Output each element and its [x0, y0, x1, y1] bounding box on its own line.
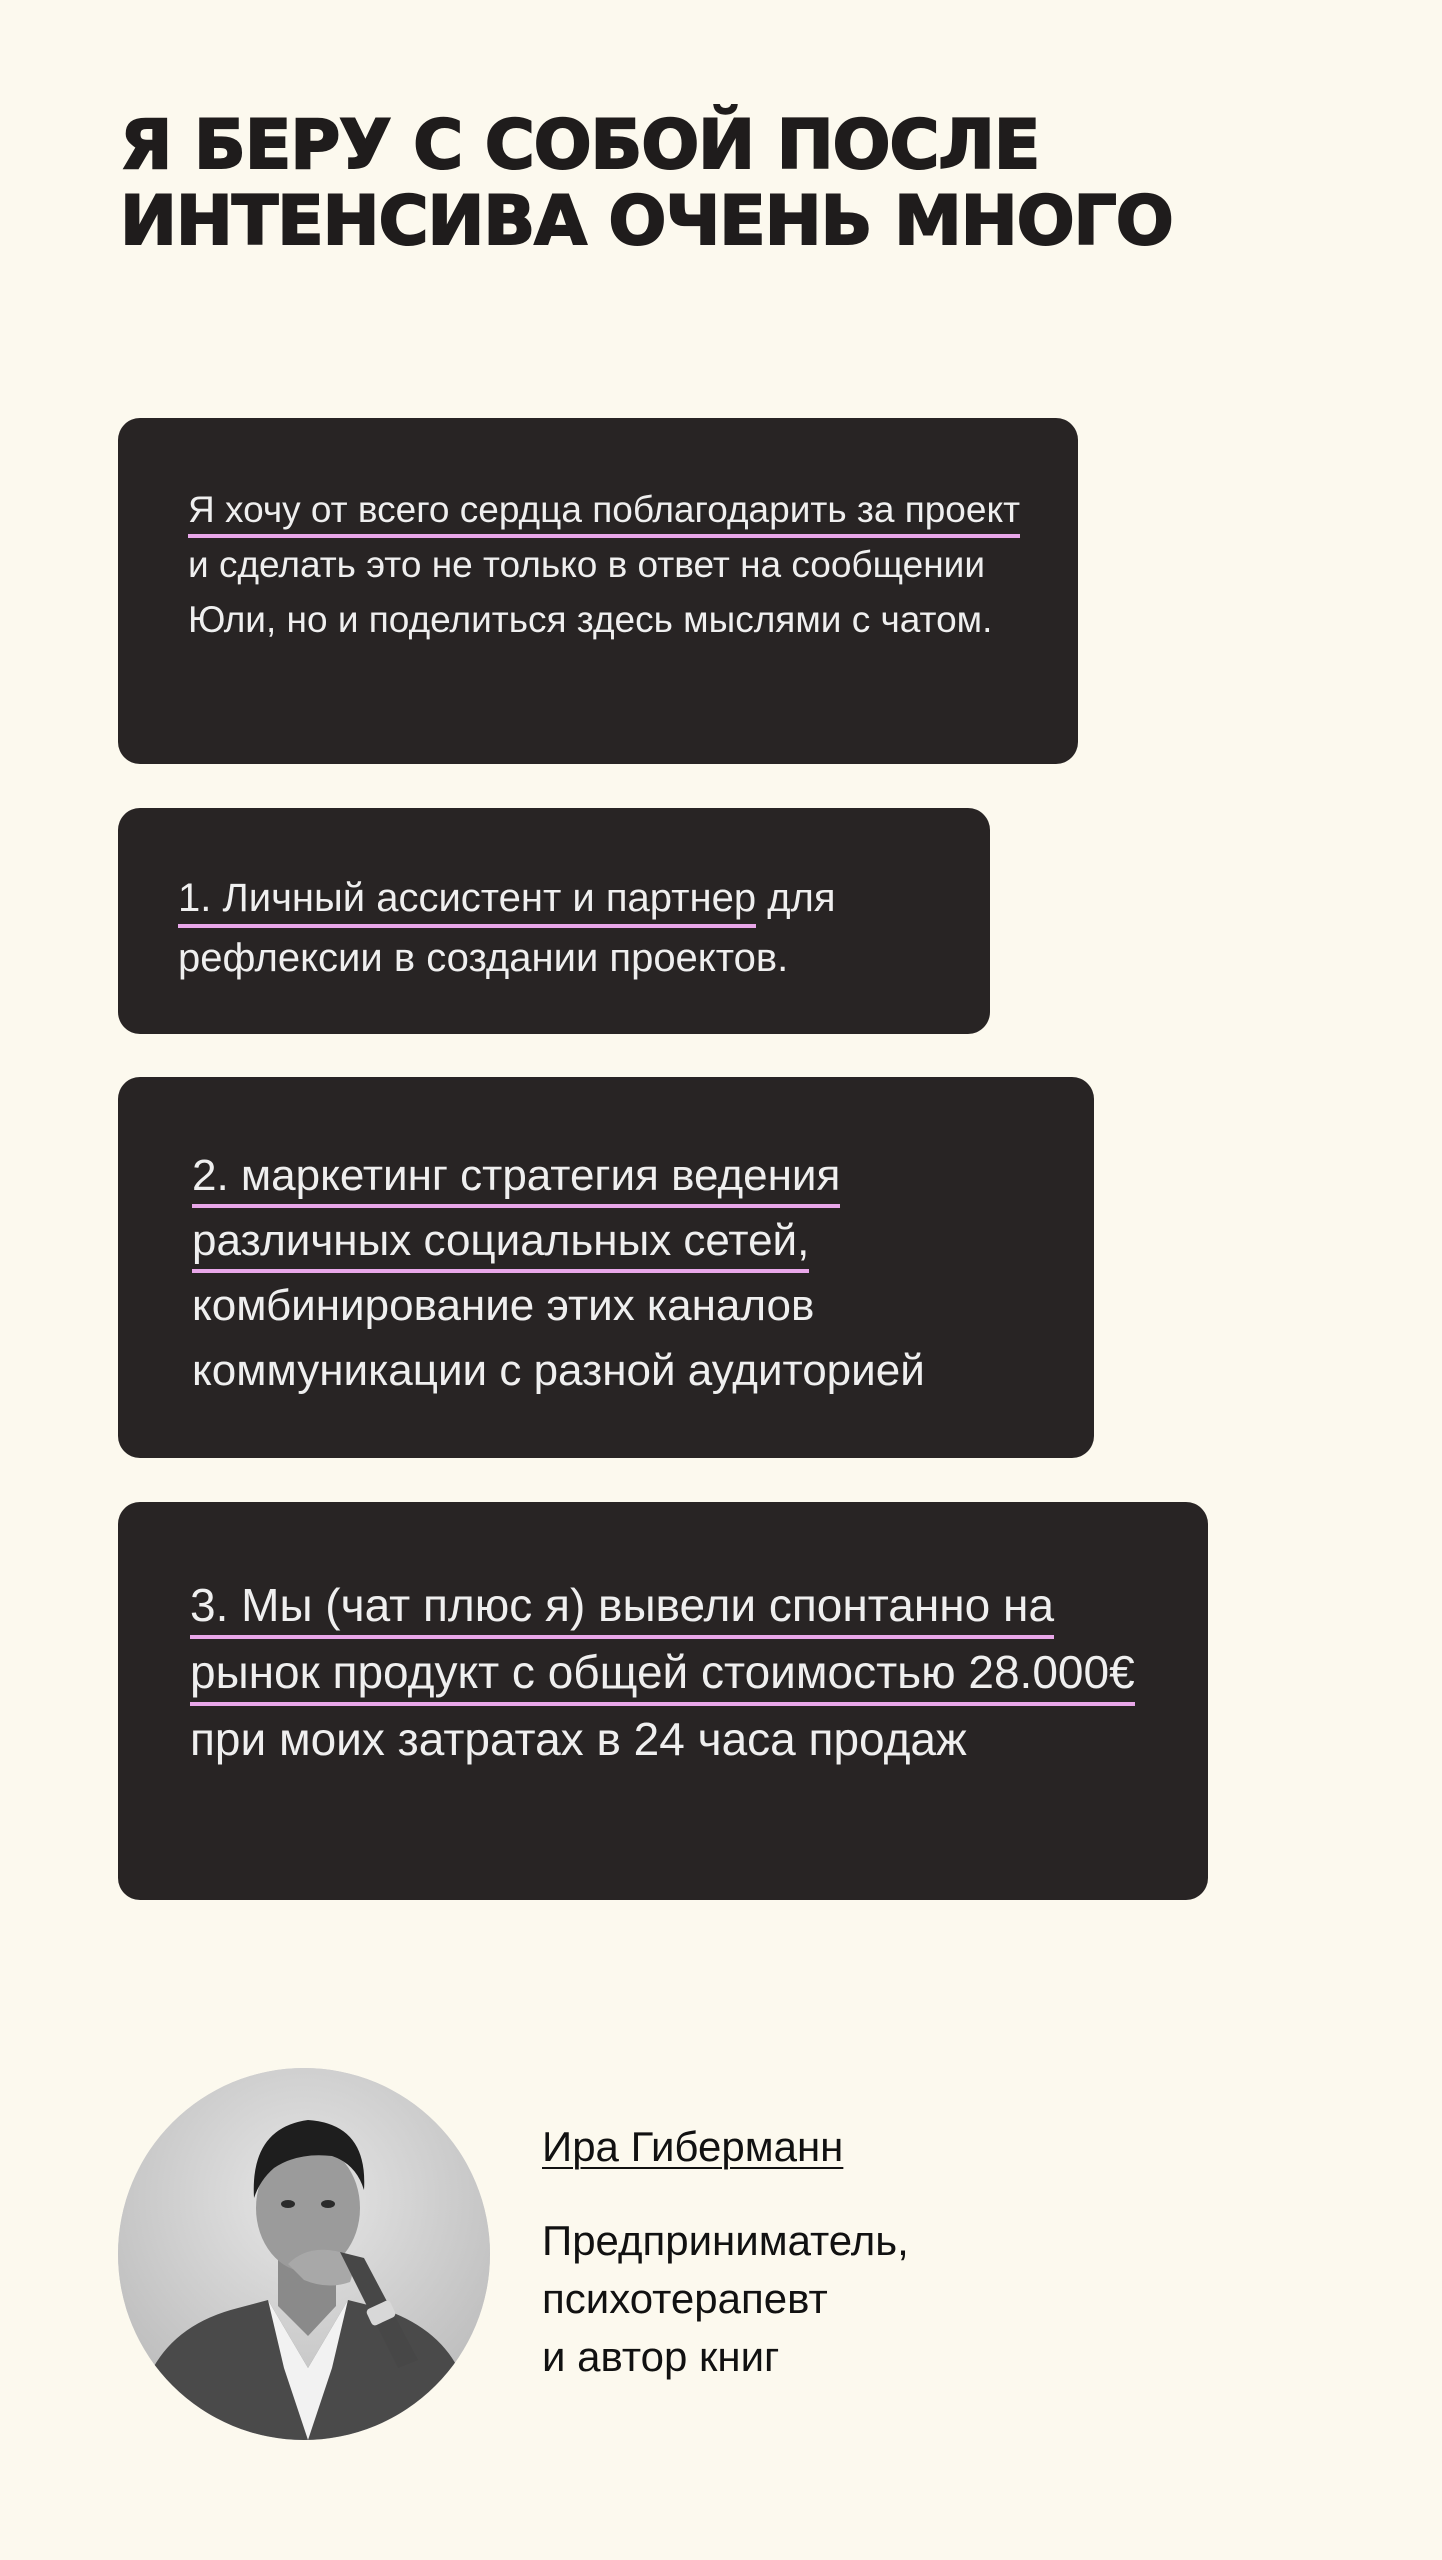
message-text: [192, 1143, 1052, 1403]
author-role: [542, 2212, 1142, 2386]
plain-text: и сделать это не только в ответ на сообщении Юли, но и поделиться здесь мыслями с чатом.: [188, 544, 993, 640]
author-role-line: психотерапевт: [542, 2275, 828, 2322]
page-title: Я БЕРУ С СОБОЙ ПОСЛЕ ИНТЕНСИВА ОЧЕНЬ МНОГО: [120, 106, 1173, 261]
highlighted-text: 1. Личный ассистент и партнер: [178, 876, 756, 928]
author-role-line: и автор книг: [542, 2333, 780, 2380]
highlighted-text: 2. маркетинг стратегия ведения различных социальных сетей,: [192, 1151, 840, 1273]
message-text: [190, 1572, 1150, 1773]
message-card-point-1: [118, 808, 990, 1034]
author-avatar: [118, 2068, 490, 2440]
message-text: [178, 868, 948, 988]
plain-text: для рефлексии в создании проектов.: [178, 876, 836, 980]
author-role-line: Предприниматель,: [542, 2217, 909, 2264]
author-name[interactable]: Ира Гиберманн: [542, 2123, 844, 2170]
portrait-photo-icon: [118, 2068, 490, 2440]
highlighted-text: Я хочу от всего сердца поблагодарить за проект: [188, 489, 1020, 538]
message-card-thanks: [118, 418, 1078, 764]
message-card-point-2: [118, 1077, 1094, 1458]
message-text: [188, 482, 1028, 647]
highlighted-text: 3. Мы (чат плюс я) вывели спонтанно на рынок продукт с общей стоимостью 28.000€: [190, 1579, 1135, 1706]
plain-text: при моих затратах в 24 часа продаж: [190, 1713, 967, 1765]
message-card-point-3: [118, 1502, 1208, 1900]
plain-text: комбинирование этих каналов коммуникации с разной аудиторией: [192, 1281, 925, 1395]
